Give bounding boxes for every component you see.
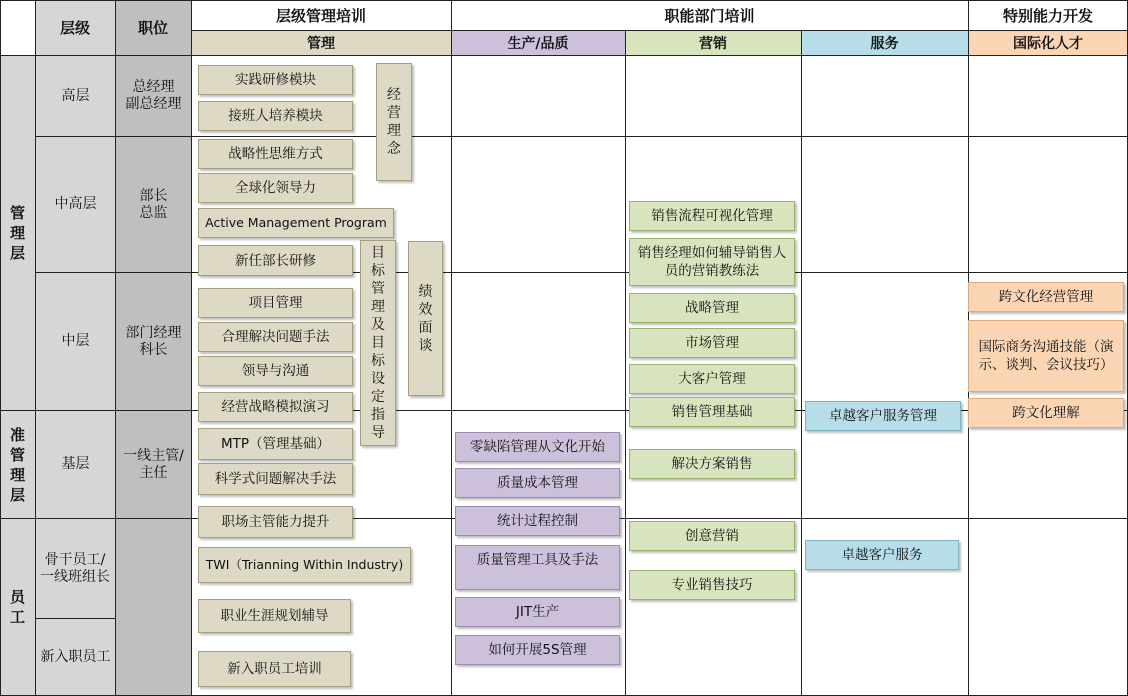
management-subheader: 管理 xyxy=(307,36,335,52)
course-objective-management[interactable] xyxy=(360,240,396,446)
level-new-staff: 新入职员工 xyxy=(40,648,111,665)
level-top: 高层 xyxy=(61,87,90,104)
course-quality-tools[interactable]: 质量管理工具及手法 xyxy=(455,545,620,590)
course-jit[interactable]: JIT生产 xyxy=(455,597,620,627)
sales-subheader: 营销 xyxy=(699,36,727,52)
position-header: 职位 xyxy=(137,19,168,37)
performance-talk-label: 绩效面谈 xyxy=(418,283,433,354)
course-successor-module[interactable]: 接班人培养模块 xyxy=(198,101,353,131)
course-practice-module[interactable]: 实践研修模块 xyxy=(198,65,353,95)
course-strategic-management[interactable]: 战略管理 xyxy=(629,293,795,323)
hierarchy-training-header: 层级管理培训 xyxy=(275,7,366,25)
staff-label: 员工 xyxy=(9,588,25,626)
course-global-leadership[interactable]: 全球化领导力 xyxy=(198,173,353,203)
course-performance-talk[interactable] xyxy=(408,241,443,396)
function-training-header: 职能部门培训 xyxy=(664,7,755,25)
course-intl-communication[interactable]: 国际商务沟通技能（演示、谈判、会议技巧） xyxy=(968,320,1124,392)
course-creative-marketing[interactable]: 创意营销 xyxy=(629,521,795,551)
course-active-management-program[interactable]: Active Management Program xyxy=(198,208,394,238)
course-market-management[interactable]: 市场管理 xyxy=(629,328,795,358)
position-upper-middle: 部长 总监 xyxy=(139,187,168,221)
course-solution-selling[interactable]: 解决方案销售 xyxy=(629,449,795,479)
quasi-management-layer-label: 准管理层 xyxy=(9,425,25,504)
service-subheader: 服务 xyxy=(870,36,899,52)
course-problem-solving[interactable]: 合理解决问题手法 xyxy=(198,322,353,352)
course-sales-basics[interactable]: 销售管理基础 xyxy=(629,397,795,427)
course-strategic-thinking[interactable]: 战略性思维方式 xyxy=(198,139,353,169)
international-subheader: 国际化人才 xyxy=(1013,36,1083,52)
course-cross-culture-management[interactable]: 跨文化经营管理 xyxy=(968,282,1124,312)
course-twi[interactable]: TWI（Trianning Within Industry) xyxy=(198,547,411,583)
level-base: 基层 xyxy=(61,456,90,472)
course-project-management[interactable]: 项目管理 xyxy=(198,288,353,318)
course-cross-culture-understanding[interactable]: 跨文化理解 xyxy=(968,398,1124,428)
management-layer-group xyxy=(0,56,35,410)
course-excellent-service-management[interactable]: 卓越客户服务管理 xyxy=(805,401,961,431)
course-scientific-problem-solving[interactable]: 科学式问题解决手法 xyxy=(198,463,353,495)
level-backbone: 骨干员工/一线班组长 xyxy=(40,551,110,585)
position-middle: 部门经理 科长 xyxy=(125,324,182,358)
course-strategy-simulation[interactable]: 经营战略模拟演习 xyxy=(198,392,353,422)
course-mtp[interactable]: MTP（管理基础） xyxy=(198,428,353,460)
level-upper-middle: 中高层 xyxy=(54,196,97,212)
course-quality-cost[interactable]: 质量成本管理 xyxy=(455,468,620,498)
course-spc[interactable]: 统计过程控制 xyxy=(455,506,620,536)
course-supervisor-ability[interactable]: 职场主管能力提升 xyxy=(198,506,353,538)
level-middle: 中层 xyxy=(61,333,90,349)
staff-group xyxy=(0,519,35,695)
course-5s[interactable]: 如何开展5S管理 xyxy=(455,635,620,665)
course-new-director[interactable]: 新任部长研修 xyxy=(198,245,353,276)
course-key-account[interactable]: 大客户管理 xyxy=(629,364,795,394)
course-new-staff-training[interactable]: 新入职员工培训 xyxy=(198,651,351,687)
course-business-philosophy[interactable] xyxy=(376,63,412,181)
management-layer-label: 管理层 xyxy=(9,204,25,262)
objective-management-label: 目标管理及目标设定指导 xyxy=(371,245,385,441)
course-professional-selling[interactable]: 专业销售技巧 xyxy=(629,570,795,600)
course-visual-sales-process[interactable]: 销售流程可视化管理 xyxy=(629,201,795,231)
course-leadership-communication[interactable]: 领导与沟通 xyxy=(198,356,353,386)
course-zero-defect[interactable]: 零缺陷管理从文化开始 xyxy=(455,432,620,462)
position-top: 总经理 副总经理 xyxy=(125,79,182,112)
course-sales-coaching[interactable]: 销售经理如何辅导销售人员的营销教练法 xyxy=(629,238,795,286)
position-base: 一线主管/ 主任 xyxy=(123,447,184,481)
business-philosophy-label: 经营理念 xyxy=(387,87,401,157)
special-development-header: 特别能力开发 xyxy=(1002,7,1093,25)
corner-cell xyxy=(0,0,35,55)
course-excellent-service[interactable]: 卓越客户服务 xyxy=(805,540,959,570)
production-subheader: 生产/品质 xyxy=(507,36,569,52)
level-header: 层级 xyxy=(59,19,90,37)
quasi-management-layer-group xyxy=(0,411,35,518)
course-career-planning[interactable]: 职业生涯规划辅导 xyxy=(198,599,351,633)
